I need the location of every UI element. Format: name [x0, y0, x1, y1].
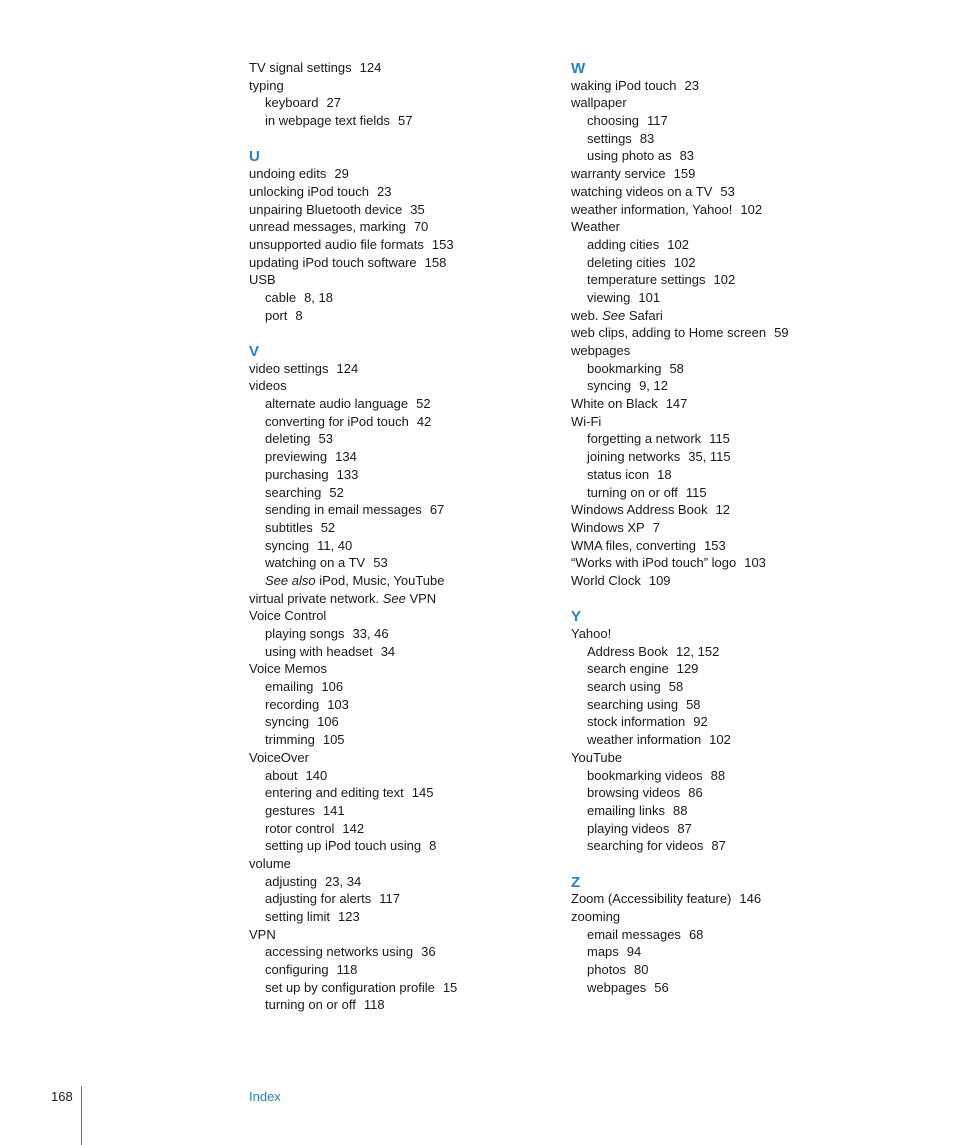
entry-text: wallpaper [571, 95, 627, 111]
entry-text: setting up iPod touch using [265, 838, 422, 854]
index-entry [249, 607, 579, 625]
page-reference: 34 [380, 643, 396, 659]
entry-text: using photo as [587, 148, 672, 164]
index-subentry [249, 890, 579, 908]
index-subentry [249, 643, 579, 661]
reference-target: Safari [628, 307, 663, 323]
index-entry [571, 395, 901, 413]
index-entry [571, 519, 901, 537]
entry-text: webpages [587, 979, 647, 995]
index-subentry [571, 961, 901, 979]
entry-text: Windows Address Book [571, 502, 708, 518]
page-reference: 159 [673, 166, 696, 182]
entry-text: port [265, 307, 288, 323]
index-entry [249, 201, 579, 219]
index-column-left [249, 59, 579, 1014]
index-subentry [571, 943, 901, 961]
index-subentry [571, 643, 901, 661]
page-reference: 52 [320, 519, 336, 535]
page-reference: 102 [667, 236, 689, 252]
entry-text: gestures [265, 802, 315, 818]
entry-text: weather information [587, 732, 702, 748]
index-subentry [249, 873, 579, 891]
index-entry [249, 165, 579, 183]
entry-text: setting limit [265, 909, 331, 924]
index-subentry [249, 112, 579, 130]
entry-text: zooming [571, 909, 621, 924]
page-reference: 23, 34 [325, 873, 362, 889]
index-subentry [571, 696, 901, 714]
page-reference: 36 [421, 944, 436, 960]
entry-text: updating iPod touch software [249, 254, 417, 270]
index-subentry [571, 448, 901, 466]
index-subentry [249, 837, 579, 855]
page-reference: 35, 115 [688, 449, 731, 465]
entry-text: adding cities [587, 236, 660, 252]
entry-text: configuring [265, 962, 329, 978]
page-reference: 123 [338, 909, 360, 924]
page-reference: 140 [305, 767, 328, 783]
index-entry [249, 271, 579, 289]
index-entry [249, 236, 579, 254]
page-reference: 9, 12 [639, 378, 668, 394]
entry-text: accessing networks using [265, 944, 414, 960]
index-entry [249, 660, 579, 678]
entry-text: webpages [571, 343, 631, 358]
entry-text: VoiceOver [249, 749, 309, 765]
index-subentry [249, 996, 579, 1014]
page-reference: 27 [326, 95, 341, 111]
entry-text: unlocking iPod touch [249, 183, 369, 199]
entry-text: browsing videos [587, 785, 681, 801]
entry-text: USB [249, 272, 276, 288]
page-reference: 58 [686, 696, 701, 712]
index-subentry [571, 660, 901, 678]
entry-text: syncing [587, 378, 632, 394]
entry-text: previewing [265, 449, 328, 465]
entry-text: keyboard [265, 95, 319, 111]
entry-text: joining networks [587, 449, 681, 465]
index-entry [249, 360, 579, 378]
page-reference: 101 [638, 289, 661, 305]
index-entry [571, 625, 901, 643]
index-subentry [249, 943, 579, 961]
entry-text: using with headset [265, 643, 373, 659]
entry-text: unread messages, marking [249, 219, 406, 235]
entry-text: stock information [587, 714, 686, 730]
page-reference: 106 [317, 714, 339, 730]
entry-text: search engine [587, 661, 669, 677]
page-reference: 23 [376, 183, 392, 199]
see-reference: See [382, 590, 406, 606]
index-entry [571, 201, 901, 219]
section-letter-heading: V [249, 343, 260, 360]
page-reference: 115 [685, 484, 707, 500]
entry-text: viewing [587, 289, 631, 305]
page-reference: 88 [673, 802, 688, 818]
section-letter-heading: Z [571, 873, 581, 891]
page-number: 168 [51, 1089, 73, 1104]
page-reference: 145 [411, 785, 434, 801]
entry-text: rotor control [265, 820, 335, 836]
index-entry [249, 218, 579, 236]
index-subentry [249, 554, 579, 572]
entry-text: Weather [571, 219, 620, 235]
entry-text: syncing [265, 714, 310, 730]
index-subentry [571, 926, 901, 944]
index-entry [571, 908, 901, 926]
entry-text: waking iPod touch [571, 77, 677, 93]
index-subentry [571, 837, 901, 855]
index-cross-reference [249, 590, 579, 608]
entry-text: virtual private network. [249, 590, 380, 606]
index-subentry [571, 430, 901, 448]
entry-text: settings [587, 130, 632, 146]
entry-text: deleting [265, 431, 311, 447]
index-subentry [571, 112, 901, 130]
page-reference: 7 [652, 519, 660, 535]
index-cross-reference [571, 307, 901, 325]
index-subentry [571, 784, 901, 802]
page-reference: 87 [711, 838, 726, 854]
index-entry [571, 165, 901, 183]
entry-text: typing [249, 77, 284, 93]
page-reference: 124 [336, 360, 359, 376]
entry-text: adjusting [265, 873, 318, 889]
index-subentry [249, 979, 579, 997]
entry-text: syncing [265, 537, 310, 553]
page-reference: 92 [693, 714, 708, 730]
index-subentry [571, 484, 901, 502]
entry-text: weather information, Yahoo! [571, 201, 733, 217]
entry-text: subtitles [265, 519, 313, 535]
entry-text: emailing [265, 679, 314, 695]
page-reference: 70 [413, 219, 429, 235]
index-entry [571, 324, 901, 342]
page-reference: 53 [720, 183, 735, 199]
index-entry [249, 254, 579, 272]
page-reference: 146 [739, 891, 762, 907]
page-reference: 153 [431, 236, 454, 252]
entry-text: Windows XP [571, 519, 645, 535]
index-entry [249, 749, 579, 767]
entry-text: in webpage text fields [265, 113, 391, 129]
index-subentry [249, 413, 579, 431]
index-subentry [249, 820, 579, 838]
index-subentry [571, 130, 901, 148]
index-subentry [249, 696, 579, 714]
index-subentry [571, 979, 901, 997]
page-reference: 158 [424, 254, 447, 270]
entry-text: “Works with iPod touch” logo [571, 555, 737, 571]
section-letter-heading: W [571, 60, 586, 77]
index-subentry [571, 678, 901, 696]
entry-text: YouTube [571, 749, 623, 765]
entry-text: watching on a TV [265, 555, 366, 571]
page-reference: 117 [379, 891, 400, 907]
entry-text: Zoom (Accessibility feature) [571, 891, 732, 907]
entry-text: web clips, adding to Home screen [571, 325, 767, 341]
index-entry [571, 94, 901, 112]
entry-text: bookmarking videos [587, 767, 703, 783]
entry-text: Wi-Fi [571, 413, 602, 429]
page-reference: 88 [710, 767, 726, 783]
entry-text: forgetting a network [587, 431, 702, 447]
page-reference: 109 [648, 572, 671, 588]
index-subentry [249, 625, 579, 643]
entry-text: set up by configuration profile [265, 979, 435, 995]
index-subentry [571, 731, 901, 749]
index-subentry [571, 802, 901, 820]
index-entry [571, 342, 901, 360]
index-entry [571, 218, 901, 236]
entry-text: status icon [587, 466, 650, 482]
section-gap [249, 130, 579, 148]
reference-target: iPod, Music, YouTube [319, 572, 445, 588]
page-reference: 94 [626, 944, 642, 960]
index-entry [249, 926, 579, 944]
entry-text: unsupported audio file formats [249, 236, 424, 252]
page-reference: 133 [336, 466, 359, 482]
entry-text: deleting cities [587, 254, 666, 270]
entry-text: web. [571, 307, 599, 323]
entry-text: White on Black [571, 396, 658, 412]
page-reference: 8 [295, 307, 303, 323]
section-gap [571, 590, 901, 608]
page-reference: 53 [318, 431, 334, 447]
entry-text: volume [249, 855, 291, 871]
entry-text: World Clock [571, 572, 641, 588]
index-subentry [249, 961, 579, 979]
page-reference: 52 [329, 484, 344, 500]
index-subentry [571, 236, 901, 254]
index-subentry [571, 377, 901, 395]
page-reference: 8 [429, 838, 437, 854]
index-subentry [249, 466, 579, 484]
page-reference: 67 [429, 502, 445, 518]
page-reference: 35 [410, 201, 425, 217]
entry-text: trimming [265, 732, 315, 748]
index-subentry [571, 820, 901, 838]
index-subentry [571, 254, 901, 272]
entry-text: converting for iPod touch [265, 413, 409, 429]
entry-text: playing songs [265, 626, 345, 641]
entry-text: alternate audio language [265, 396, 409, 412]
index-subentry [249, 448, 579, 466]
index-subentry [249, 289, 579, 307]
page-reference: 117 [647, 113, 668, 129]
page-reference: 87 [677, 820, 692, 836]
entry-text: unpairing Bluetooth device [249, 201, 403, 217]
page-reference: 115 [709, 431, 730, 447]
index-entry [249, 377, 579, 395]
entry-text: TV signal settings [249, 60, 352, 75]
index-subentry [571, 360, 901, 378]
page-reference: 12 [715, 502, 731, 518]
page-reference: 129 [676, 661, 699, 677]
index-entry [571, 890, 901, 908]
page-reference: 56 [654, 979, 669, 995]
entry-text: searching for videos [587, 838, 704, 854]
page-reference: 18 [657, 466, 672, 482]
index-subentry [249, 537, 579, 555]
entry-text: undoing edits [249, 166, 327, 182]
page-reference: 15 [442, 979, 458, 995]
page-reference: 106 [321, 679, 344, 695]
entry-text: sending in email messages [265, 502, 422, 518]
page-reference: 42 [416, 413, 432, 429]
page-reference: 134 [335, 449, 357, 465]
index-subentry [249, 731, 579, 749]
entry-text: photos [587, 962, 627, 978]
page-reference: 147 [665, 396, 688, 412]
reference-target: VPN [409, 590, 437, 606]
index-entry [249, 77, 579, 95]
index-subentry [249, 802, 579, 820]
section-gap [571, 855, 901, 873]
page-reference: 52 [416, 396, 431, 412]
entry-text: video settings [249, 360, 329, 376]
index-subentry [249, 94, 579, 112]
index-subentry [249, 713, 579, 731]
index-entry [249, 855, 579, 873]
entry-text: maps [587, 944, 619, 960]
index-subentry [249, 430, 579, 448]
index-column-right [571, 59, 901, 996]
entry-text: cable [265, 289, 297, 305]
section-gap [249, 324, 579, 342]
entry-text: watching videos on a TV [571, 183, 713, 199]
index-subentry [571, 466, 901, 484]
entry-text: Address Book [587, 643, 668, 659]
index-entry [571, 77, 901, 95]
entry-text: turning on or off [265, 997, 356, 1013]
entry-text: Yahoo! [571, 626, 612, 641]
index-entry [249, 59, 579, 77]
page-reference: 12, 152 [675, 643, 720, 659]
footer-divider [81, 1086, 82, 1145]
index-subentry [249, 767, 579, 785]
entry-text: playing videos [587, 820, 670, 836]
section-letter-heading: Y [571, 608, 582, 626]
entry-text: WMA files, converting [571, 537, 696, 553]
index-subentry [249, 484, 579, 502]
page-reference: 103 [327, 696, 349, 712]
index-subentry [571, 713, 901, 731]
index-entry [571, 183, 901, 201]
entry-text: entering and editing text [265, 785, 404, 801]
index-subentry [249, 307, 579, 325]
page-reference: 80 [634, 962, 649, 978]
index-entry [571, 554, 901, 572]
index-entry [571, 572, 901, 590]
page-reference: 33, 46 [352, 626, 389, 641]
section-letter-heading: U [249, 148, 260, 166]
entry-text: emailing links [587, 802, 666, 818]
entry-text: searching using [587, 696, 679, 712]
see-reference: See [602, 307, 626, 323]
index-entry [571, 501, 901, 519]
page-reference: 57 [398, 113, 413, 129]
page-reference: 124 [359, 60, 382, 75]
index-entry [571, 749, 901, 767]
index-subentry [249, 678, 579, 696]
entry-text: searching [265, 484, 322, 500]
page-reference: 102 [740, 201, 763, 217]
page-reference: 102 [673, 254, 696, 270]
page-reference: 142 [342, 820, 365, 836]
index-subentry [249, 395, 579, 413]
page-reference: 103 [744, 555, 766, 571]
page-reference: 153 [704, 537, 726, 553]
index-subentry [249, 908, 579, 926]
page-reference: 102 [709, 732, 731, 748]
page-reference: 86 [688, 785, 703, 801]
page-reference: 118 [336, 962, 358, 978]
page-reference: 58 [669, 360, 684, 376]
index-subentry [249, 784, 579, 802]
entry-text: warranty service [571, 166, 666, 182]
index-subentry [249, 501, 579, 519]
entry-text: choosing [587, 113, 640, 129]
page-reference: 105 [322, 732, 345, 748]
page-reference: 23 [684, 77, 699, 93]
page-reference: 102 [713, 272, 736, 288]
entry-text: videos [249, 378, 287, 394]
index-entry [571, 537, 901, 555]
page-reference: 68 [688, 926, 704, 942]
entry-text: Voice Memos [249, 661, 328, 677]
index-subentry [571, 271, 901, 289]
page-reference: 141 [322, 802, 345, 818]
page-reference: 58 [668, 679, 684, 695]
entry-text: adjusting for alerts [265, 891, 372, 907]
index-entry [571, 413, 901, 431]
index-subentry [571, 767, 901, 785]
entry-text: recording [265, 696, 320, 712]
page-reference: 11, 40 [317, 537, 353, 553]
entry-text: about [265, 767, 298, 783]
index-entry [249, 183, 579, 201]
entry-text: email messages [587, 926, 681, 942]
page-reference: 83 [679, 148, 695, 164]
page-reference: 8, 18 [304, 289, 333, 305]
entry-text: Voice Control [249, 608, 327, 624]
page-reference: 83 [639, 130, 655, 146]
index-subentry [249, 519, 579, 537]
index-subentry [571, 147, 901, 165]
index-cross-reference [249, 572, 579, 590]
footer-section-label: Index [249, 1089, 281, 1104]
page-reference: 118 [363, 997, 385, 1013]
entry-text: purchasing [265, 466, 329, 482]
index-subentry [571, 289, 901, 307]
entry-text: temperature settings [587, 272, 706, 288]
entry-text: bookmarking [587, 360, 662, 376]
entry-text: turning on or off [587, 484, 678, 500]
entry-text: search using [587, 679, 661, 695]
see-reference: See also [265, 572, 316, 588]
entry-text: VPN [249, 926, 276, 942]
page-reference: 29 [334, 166, 349, 182]
page-reference: 59 [774, 325, 789, 341]
page-reference: 53 [373, 555, 388, 571]
